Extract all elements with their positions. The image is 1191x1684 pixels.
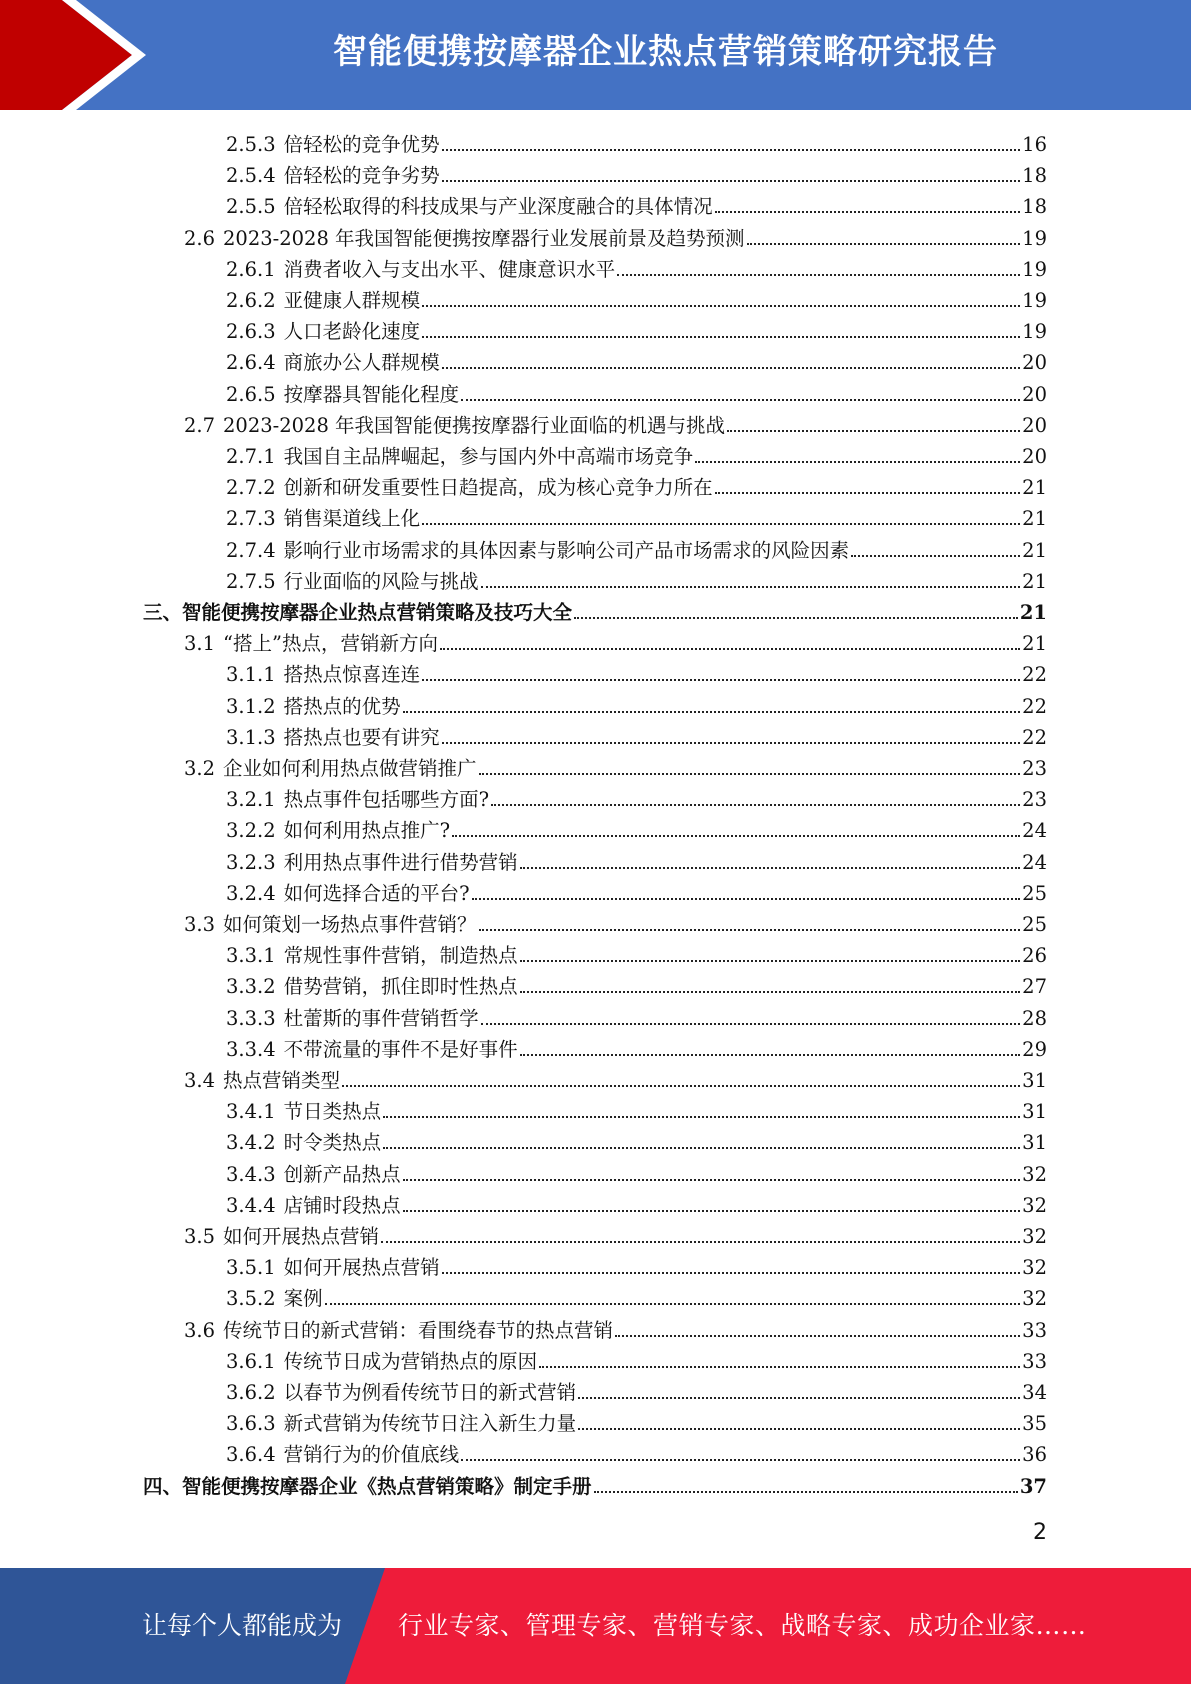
- toc-entry[interactable]: [226, 719, 1047, 750]
- toc-entry-title: 智能便携按摩器企业热点营销策略及技巧大全: [182, 601, 573, 624]
- toc-entry[interactable]: [226, 1187, 1047, 1218]
- toc-entry[interactable]: [226, 1156, 1047, 1187]
- toc-entry-title: 传统节日成为营销热点的原因: [283, 1349, 538, 1373]
- toc-entry-page: 31: [1022, 1131, 1047, 1155]
- toc-leader-dots: [472, 898, 1021, 900]
- toc-leader-dots: [452, 835, 1020, 837]
- toc-leader-dots: [325, 1303, 1021, 1305]
- toc-entry[interactable]: [184, 1218, 1047, 1249]
- toc-entry[interactable]: [226, 968, 1047, 999]
- toc-leader-dots: [461, 1459, 1020, 1461]
- toc-leader-dots: [461, 399, 1020, 401]
- toc-leader-dots: [727, 430, 1020, 432]
- toc-entry[interactable]: [184, 407, 1047, 438]
- toc-entry[interactable]: [226, 157, 1047, 188]
- toc-entry-title: 搭热点的优势: [283, 694, 401, 718]
- toc-entry[interactable]: [226, 500, 1047, 531]
- toc-entry-number: 3.3.4: [226, 1037, 276, 1061]
- toc-entry-number: 3.3.1: [226, 944, 276, 968]
- toc-leader-dots: [715, 211, 1021, 213]
- toc-leader-dots: [422, 305, 1020, 307]
- toc-entry-number: 3.2.4: [226, 881, 276, 905]
- toc-entry-number: 2.7: [184, 413, 216, 437]
- toc-entry-title: 商旅办公人群规模: [283, 351, 440, 375]
- toc-entry-number: 2.6.4: [226, 351, 276, 375]
- toc-entry-page: 28: [1022, 1006, 1047, 1030]
- toc-entry[interactable]: [226, 1436, 1047, 1467]
- toc-entry[interactable]: [184, 750, 1047, 781]
- toc-entry-number: 3.3: [184, 913, 216, 936]
- header-arrow-icon: [0, 0, 160, 110]
- toc-entry-page: 21: [1022, 476, 1047, 500]
- toc-entry-page: 32: [1022, 1193, 1047, 1217]
- toc-entry-page: 21: [1022, 538, 1047, 562]
- toc-entry-number: 3.4.1: [226, 1100, 276, 1124]
- toc-entry-page: 23: [1022, 757, 1047, 780]
- toc-entry-page: 31: [1022, 1069, 1047, 1092]
- toc-leader-dots: [403, 711, 1021, 713]
- toc-entry-title: 不带流量的事件不是好事件: [283, 1037, 518, 1061]
- toc-leader-dots: [383, 1116, 1020, 1118]
- toc-entry-title: 营销行为的价值底线: [283, 1443, 460, 1467]
- toc-leader-dots: [578, 1397, 1020, 1399]
- toc-entry-title: 亚健康人群规模: [283, 289, 421, 312]
- toc-entry-title: 常规性事件营销，制造热点: [283, 944, 518, 968]
- toc-leader-dots: [442, 149, 1021, 151]
- toc-entry-title: 搭热点也要有讲究: [283, 725, 440, 749]
- toc-entry-number: 3.1.3: [226, 725, 276, 749]
- toc-entry-page: 18: [1022, 164, 1047, 188]
- toc-entry[interactable]: [226, 1000, 1047, 1031]
- toc-entry-title: 如何开展热点营销: [223, 1225, 380, 1248]
- toc-entry-title: 节日类热点: [283, 1100, 382, 1124]
- toc-entry-page: 33: [1022, 1318, 1047, 1342]
- toc-leader-dots: [578, 1428, 1020, 1430]
- toc-entry-title: 倍轻松的竞争优势: [283, 133, 440, 156]
- toc-entry[interactable]: [226, 844, 1047, 875]
- page-number: 2: [1033, 1520, 1047, 1545]
- toc-entry-title: 店铺时段热点: [283, 1193, 401, 1217]
- toc-leader-dots: [520, 1054, 1021, 1056]
- toc-entry-number: 3.3.2: [226, 975, 276, 999]
- toc-entry[interactable]: [226, 251, 1047, 282]
- toc-entry[interactable]: [184, 1312, 1047, 1343]
- page-header: [0, 0, 1191, 110]
- toc-entry-title: 如何利用热点推广?: [283, 819, 451, 843]
- toc-entry[interactable]: [226, 656, 1047, 687]
- toc-entry[interactable]: [226, 1405, 1047, 1436]
- toc-entry-title: 倍轻松取得的科技成果与产业深度融合的具体情况: [283, 195, 713, 219]
- toc-entry-page: 22: [1022, 694, 1047, 718]
- toc-leader-dots: [442, 742, 1021, 744]
- toc-leader-dots: [342, 1085, 1020, 1087]
- toc-leader-dots: [440, 648, 1020, 650]
- toc-entry[interactable]: [226, 532, 1047, 563]
- toc-entry-page: 22: [1022, 663, 1047, 687]
- toc-entry-page: 31: [1022, 1100, 1047, 1124]
- toc-entry-page: 36: [1022, 1443, 1047, 1467]
- report-title: 智能便携按摩器企业热点营销策略研究报告: [333, 32, 998, 72]
- toc-leader-dots: [851, 555, 1020, 557]
- toc-entry-number: 2.5.5: [226, 195, 276, 219]
- toc-entry-number: 2.7.3: [226, 507, 276, 531]
- toc-entry-page: 37: [1019, 1474, 1047, 1498]
- toc-entry-number: 3.2: [184, 757, 216, 780]
- toc-entry-number: 3.4.2: [226, 1131, 276, 1155]
- toc-entry-number: 2.6.3: [226, 320, 276, 344]
- toc-entry[interactable]: [226, 188, 1047, 219]
- toc-leader-dots: [695, 461, 1020, 463]
- toc-entry[interactable]: [226, 1093, 1047, 1124]
- toc-entry-number: 3.4.3: [226, 1162, 276, 1186]
- toc-leader-dots: [481, 1023, 1021, 1025]
- toc-entry-number: 2.7.2: [226, 476, 276, 500]
- toc-leader-dots: [574, 617, 1018, 619]
- toc-entry-page: 20: [1022, 413, 1047, 437]
- toc-entry-number: 3.1.2: [226, 694, 276, 718]
- toc-leader-dots: [403, 1179, 1021, 1181]
- toc-leader-dots: [520, 991, 1021, 993]
- toc-leader-dots: [383, 1147, 1020, 1149]
- toc-entry-number: 2.7.1: [226, 445, 276, 468]
- toc-entry-title: 新式营销为传统节日注入新生力量: [283, 1412, 577, 1436]
- toc-entry-page: 21: [1022, 632, 1047, 656]
- toc-entry-number: 四、: [143, 1474, 183, 1498]
- toc-entry-page: 22: [1022, 725, 1047, 749]
- toc-entry-page: 24: [1022, 850, 1047, 874]
- toc-entry-number: 3.5: [184, 1225, 216, 1248]
- toc-entry-number: 3.6.1: [226, 1349, 276, 1373]
- toc-entry-title: 如何策划一场热点事件营销？: [223, 913, 477, 936]
- toc-entry-page: 23: [1022, 788, 1047, 812]
- toc-entry-number: 3.4.4: [226, 1193, 276, 1217]
- toc-entry-title: 创新产品热点: [283, 1162, 401, 1186]
- toc-entry[interactable]: [226, 688, 1047, 719]
- toc-entry-title: 案例: [283, 1287, 323, 1311]
- toc-entry-number: 3.1: [184, 632, 216, 656]
- toc-entry-number: 3.6.3: [226, 1412, 276, 1436]
- toc-leader-dots: [520, 867, 1021, 869]
- toc-entry-title: 2023-2028 年我国智能便携按摩器行业面临的机遇与挑战: [223, 413, 726, 437]
- toc-entry-page: 32: [1022, 1287, 1047, 1311]
- toc-leader-dots: [442, 180, 1021, 182]
- toc-entry-number: 3.2.2: [226, 819, 276, 843]
- toc-entry-number: 3.6: [184, 1318, 216, 1342]
- toc-entry-number: 3.3.3: [226, 1006, 276, 1030]
- toc-entry-title: 如何开展热点营销: [283, 1256, 440, 1280]
- toc-entry[interactable]: [226, 1374, 1047, 1405]
- toc-leader-dots: [481, 586, 1021, 588]
- toc-entry[interactable]: [226, 313, 1047, 344]
- toc-leader-dots: [539, 1366, 1020, 1368]
- toc-entry-page: 21: [1019, 601, 1047, 624]
- toc-entry-number: 2.6.5: [226, 382, 276, 406]
- toc-entry-title: 杜蕾斯的事件营销哲学: [283, 1006, 479, 1030]
- toc-entry-page: 29: [1022, 1037, 1047, 1061]
- toc-entry-page: 20: [1022, 351, 1047, 375]
- toc-entry-page: 35: [1022, 1412, 1047, 1436]
- toc-entry[interactable]: [184, 1062, 1047, 1093]
- toc-entry-page: 32: [1022, 1256, 1047, 1280]
- toc-entry-page: 19: [1022, 320, 1047, 344]
- toc-entry-page: 34: [1022, 1381, 1047, 1404]
- toc-entry[interactable]: [184, 625, 1047, 656]
- toc-entry[interactable]: [184, 220, 1047, 251]
- toc-entry[interactable]: [226, 1124, 1047, 1155]
- toc-leader-dots: [491, 804, 1020, 806]
- toc-leader-dots: [520, 960, 1021, 962]
- toc-entry-title: 借势营销，抓住即时性热点: [283, 975, 518, 999]
- toc-leader-dots: [479, 773, 1021, 775]
- toc-entry-title: 热点营销类型: [223, 1069, 341, 1092]
- toc-entry[interactable]: [226, 126, 1047, 157]
- toc-entry[interactable]: [226, 1031, 1047, 1062]
- toc-entry-page: 20: [1022, 382, 1047, 406]
- toc-entry[interactable]: [143, 594, 1047, 625]
- toc-leader-dots: [381, 1241, 1020, 1243]
- toc-entry[interactable]: [226, 875, 1047, 906]
- toc-leader-dots: [715, 492, 1021, 494]
- toc-entry[interactable]: [226, 344, 1047, 375]
- toc-entry-title: 销售渠道线上化: [283, 507, 421, 531]
- toc-entry-title: 影响行业市场需求的具体因素与影响公司产品市场需求的风险因素: [283, 538, 850, 562]
- toc-entry-title: “搭上”热点，营销新方向: [223, 632, 438, 656]
- toc-entry-number: 3.2.1: [226, 788, 276, 812]
- toc-entry-title: 按摩器具智能化程度: [283, 382, 460, 406]
- toc-entry-number: 3.2.3: [226, 850, 276, 874]
- toc-leader-dots: [617, 274, 1020, 276]
- toc-entry[interactable]: [143, 1468, 1047, 1499]
- toc-leader-dots: [747, 243, 1021, 245]
- toc-entry-page: 19: [1022, 257, 1047, 281]
- toc-entry[interactable]: [226, 1343, 1047, 1374]
- toc-entry-title: 热点事件包括哪些方面?: [283, 788, 490, 812]
- toc-leader-dots: [442, 367, 1021, 369]
- toc-entry-page: 27: [1022, 975, 1047, 999]
- toc-entry-title: 利用热点事件进行借势营销: [283, 850, 518, 874]
- toc-entry-number: 3.5.1: [226, 1256, 276, 1280]
- toc-entry[interactable]: [226, 1249, 1047, 1280]
- page-footer: [0, 1568, 1191, 1684]
- toc-leader-dots: [422, 523, 1020, 525]
- toc-leader-dots: [403, 1210, 1021, 1212]
- toc-entry-page: 20: [1022, 445, 1047, 468]
- toc-entry-page: 25: [1022, 913, 1047, 936]
- toc-leader-dots: [422, 679, 1020, 681]
- toc-entry-number: 2.7.5: [226, 569, 276, 593]
- footer-slogan-left: 让每个人都能成为: [142, 1611, 343, 1640]
- toc-entry-number: 2.5.4: [226, 164, 276, 188]
- toc-entry-title: 消费者收入与支出水平、健康意识水平: [283, 257, 616, 281]
- toc-entry-title: 如何选择合适的平台?: [283, 881, 470, 905]
- toc-leader-dots: [442, 1272, 1021, 1274]
- toc-entry-title: 2023-2028 年我国智能便携按摩器行业发展前景及趋势预测: [223, 226, 745, 250]
- toc-entry-page: 21: [1022, 507, 1047, 531]
- toc-entry-page: 19: [1022, 289, 1047, 312]
- toc-entry-number: 3.4: [184, 1069, 216, 1092]
- toc-entry-page: 26: [1022, 944, 1047, 968]
- toc-entry-title: 以春节为例看传统节日的新式营销: [283, 1381, 577, 1404]
- toc-entry-title: 行业面临的风险与挑战: [283, 569, 479, 593]
- toc-entry[interactable]: [226, 563, 1047, 594]
- toc-entry-number: 3.5.2: [226, 1287, 276, 1311]
- toc-entry-title: 搭热点惊喜连连: [283, 663, 421, 687]
- toc-entry[interactable]: [226, 812, 1047, 843]
- toc-entry-number: 2.6.1: [226, 257, 276, 281]
- toc-leader-dots: [422, 336, 1020, 338]
- toc-entry-title: 时令类热点: [283, 1131, 382, 1155]
- toc-leader-dots: [479, 929, 1021, 931]
- toc-entry-title: 智能便携按摩器企业《热点营销策略》制定手册: [182, 1474, 592, 1498]
- toc-entry-title: 人口老龄化速度: [283, 320, 421, 344]
- toc-entry-page: 32: [1022, 1225, 1047, 1248]
- toc-entry-page: 32: [1022, 1162, 1047, 1186]
- toc-entry[interactable]: [226, 1280, 1047, 1311]
- toc-entry-title: 传统节日的新式营销：看围绕春节的热点营销: [223, 1318, 614, 1342]
- toc-entry-number: 3.6.4: [226, 1443, 276, 1467]
- toc-leader-dots: [615, 1335, 1020, 1337]
- toc-entry-page: 16: [1022, 133, 1047, 156]
- toc-entry[interactable]: [226, 937, 1047, 968]
- toc-entry-page: 25: [1022, 881, 1047, 905]
- toc-entry-number: 三、: [143, 601, 183, 624]
- toc-entry-number: 2.6.2: [226, 289, 276, 312]
- toc-entry[interactable]: [226, 282, 1047, 313]
- toc-entry-page: 24: [1022, 819, 1047, 843]
- toc-entry-number: 2.5.3: [226, 133, 276, 156]
- toc-leader-dots: [594, 1491, 1018, 1493]
- toc-entry[interactable]: [184, 906, 1047, 937]
- toc-entry-title: 企业如何利用热点做营销推广: [223, 757, 477, 780]
- toc-entry-number: 3.6.2: [226, 1381, 276, 1404]
- toc-entry-page: 18: [1022, 195, 1047, 219]
- toc-entry[interactable]: [226, 781, 1047, 812]
- toc-entry-title: 创新和研发重要性日趋提高，成为核心竞争力所在: [283, 476, 713, 500]
- toc-entry-number: 3.1.1: [226, 663, 276, 687]
- toc-entry-title: 我国自主品牌崛起，参与国内外中高端市场竞争: [283, 445, 694, 468]
- toc-entry[interactable]: [226, 438, 1047, 469]
- toc-entry-number: 2.6: [184, 226, 216, 250]
- toc-entry-page: 33: [1022, 1349, 1047, 1373]
- toc-entry[interactable]: [226, 469, 1047, 500]
- toc-entry-page: 21: [1022, 569, 1047, 593]
- toc-entry-page: 19: [1022, 226, 1047, 250]
- toc-entry-title: 倍轻松的竞争劣势: [283, 164, 440, 188]
- toc-entry-number: 2.7.4: [226, 538, 276, 562]
- toc-entry[interactable]: [226, 376, 1047, 407]
- footer-slogan-right: 行业专家、管理专家、营销专家、战略专家、成功企业家……: [398, 1611, 1087, 1640]
